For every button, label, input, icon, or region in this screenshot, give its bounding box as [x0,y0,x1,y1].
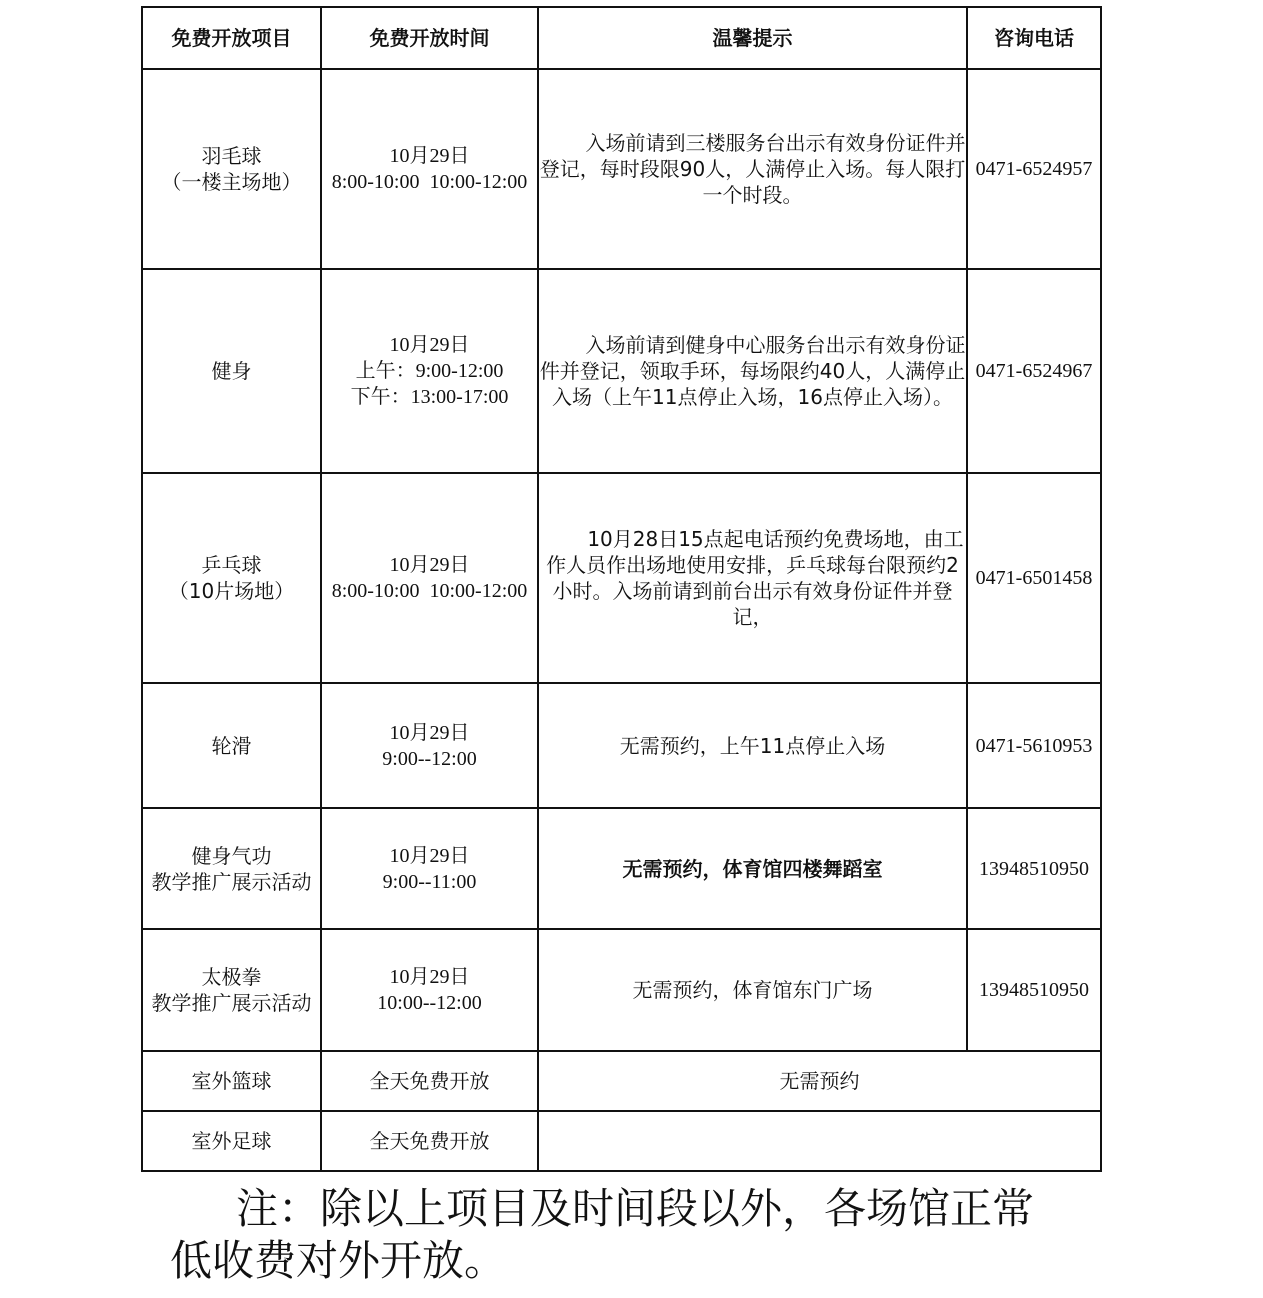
table-row [142,269,1101,473]
item-name: 轮滑 [211,733,252,758]
time-cell [321,808,538,929]
time-date: 10月29日 [389,844,470,867]
tip-cell [538,269,967,473]
item-cell [142,269,321,473]
time-range: 9:00--11:00 [382,870,477,893]
time-range: 8:00-10:00 10:00-12:00 [331,580,528,602]
table-row [142,69,1101,269]
footnote [170,1183,1130,1287]
time-cell [321,269,538,473]
time-date: 10月29日 [389,554,470,576]
time-cell: 全天免费开放 [321,1111,538,1171]
time-cell [321,473,538,683]
item-cell [142,473,321,683]
time-date: 10月29日 [389,145,470,167]
phone-cell: 0471-6524967 [967,269,1101,473]
phone-cell: 13948510950 [967,808,1101,929]
time-cell [321,683,538,808]
time-morning: 上午：9:00-12:00 [355,360,504,382]
table-row [142,1051,1101,1111]
tip-cell [538,1111,1101,1171]
table-row [142,683,1101,808]
table-row [142,808,1101,929]
tip-cell: 无需预约，上午11点停止入场 [538,683,967,808]
tip-cell [538,473,967,683]
table-row [142,1111,1101,1171]
item-cell [142,683,321,808]
header-phone: 咨询电话 [967,7,1101,69]
tip-cell: 无需预约，体育馆四楼舞蹈室 [538,808,967,929]
schedule-table [141,6,1102,1172]
item-cell [142,69,321,269]
time-range: 8:00-10:00 10:00-12:00 [331,171,528,193]
item-detail: 教学推广展示活动 [151,991,312,1015]
item-cell: 室外篮球 [142,1051,321,1111]
item-name: 健身 [211,359,252,383]
item-name: 太极拳 [201,965,262,989]
time-date: 10月29日 [389,966,470,988]
time-date: 10月29日 [389,721,470,744]
phone-cell: 0471-5610953 [967,683,1101,808]
table-row [142,473,1101,683]
phone-cell: 13948510950 [967,929,1101,1051]
item-cell [142,808,321,929]
tip-text: 10月28日15点起电话预约免费场地，由工作人员作出场地使用安排，乒乓球每台限预约2小时。入场前请到前台出示有效身份证件并登记， [546,527,964,629]
tip-cell: 无需预约，体育馆东门广场 [538,929,967,1051]
time-range: 9:00--12:00 [382,747,477,770]
header-tip: 温馨提示 [538,7,967,69]
header-time: 免费开放时间 [321,7,538,69]
table-row [142,929,1101,1051]
time-cell [321,929,538,1051]
tip-text: 入场前请到健身中心服务台出示有效身份证件并登记，领取手环，每场限约40人，人满停止入场（上午11点停止入场，16点停止入场）。 [539,333,966,409]
header-item: 免费开放项目 [142,7,321,69]
tip-cell [538,69,967,269]
time-date: 10月29日 [389,334,470,356]
phone-cell: 0471-6524957 [967,69,1101,269]
footnote-line-1: 注：除以上项目及时间段以外，各场馆正常 [236,1184,1035,1233]
time-cell: 全天免费开放 [321,1051,538,1111]
item-detail: （一楼主场地） [161,170,302,194]
time-range: 10:00--12:00 [377,992,482,1014]
item-name: 羽毛球 [201,144,262,168]
time-afternoon: 下午：13:00-17:00 [350,386,509,408]
item-name: 乒乓球 [201,553,262,577]
item-cell [142,929,321,1051]
tip-cell: 无需预约 [538,1051,1101,1111]
footnote-line-2: 低收费对外开放。 [170,1236,507,1285]
phone-cell: 0471-6501458 [967,473,1101,683]
item-name: 健身气功 [191,843,272,868]
item-detail: （10片场地） [168,579,295,603]
item-detail: 教学推广展示活动 [151,869,312,894]
item-cell: 室外足球 [142,1111,321,1171]
header-row [142,7,1101,69]
time-cell [321,69,538,269]
tip-text: 入场前请到三楼服务台出示有效身份证件并登记，每时段限90人，人满停止入场。每人限打一个时段。 [539,131,966,207]
